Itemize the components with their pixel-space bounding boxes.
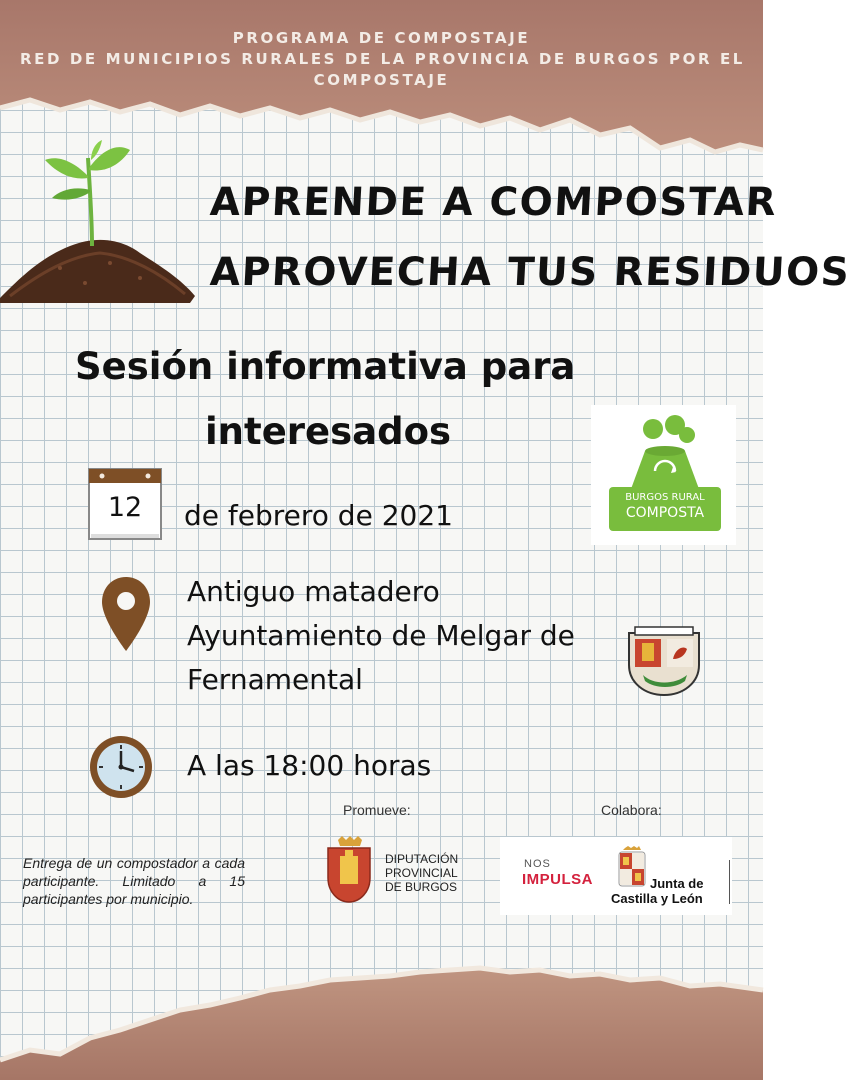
header-line-1: PROGRAMA DE COMPOSTAJE bbox=[232, 29, 531, 47]
compost-logo-text-1: BURGOS RURAL bbox=[625, 492, 705, 503]
nos-impulsa-logo-nos: NOS bbox=[524, 858, 551, 870]
participation-note: Entrega de un compostador a cada participante. Limitado a 15 participantes por municipio. bbox=[23, 855, 245, 907]
diputacion-line-3: DE BURGOS bbox=[385, 880, 458, 894]
seedling-soil-icon bbox=[0, 138, 195, 308]
junta-cyl-shield-icon bbox=[617, 846, 647, 892]
headline-line-2: APROVECHA TUS RESIDUOS bbox=[208, 250, 851, 295]
diputacion-name bbox=[385, 852, 458, 894]
diputacion-line-1: DIPUTACIÓN bbox=[385, 852, 459, 866]
clock-icon bbox=[88, 734, 154, 800]
headline-line-1: APRENDE A COMPOSTAR bbox=[208, 180, 779, 225]
torn-paper-bottom bbox=[0, 950, 763, 1080]
header-line-3: COMPOSTAJE bbox=[313, 71, 450, 89]
colabora-divider bbox=[729, 860, 730, 904]
map-pin-icon bbox=[100, 575, 152, 653]
junta-cyl-line-2: Castilla y León bbox=[611, 891, 703, 906]
program-header bbox=[20, 28, 743, 91]
melgar-shield-icon bbox=[625, 625, 703, 697]
diputacion-line-2: PROVINCIAL bbox=[385, 866, 458, 880]
session-title-line-2: interesados bbox=[205, 410, 452, 453]
compost-logo-text-2: COMPOSTA bbox=[625, 505, 705, 521]
diputacion-shield-icon bbox=[324, 836, 374, 904]
location-line-3: Fernamental bbox=[187, 663, 363, 696]
session-title-line-1: Sesión informativa para bbox=[75, 345, 576, 388]
event-time: A las 18:00 horas bbox=[187, 749, 432, 782]
promueve-label: Promueve: bbox=[343, 802, 411, 818]
calendar-day: 12 bbox=[107, 492, 143, 523]
event-date: de febrero de 2021 bbox=[184, 499, 453, 532]
colabora-label: Colabora: bbox=[601, 802, 662, 818]
location-line-1: Antiguo matadero bbox=[187, 575, 440, 608]
header-line-2: RED DE MUNICIPIOS RURALES DE LA PROVINCIA DE BURGOS POR EL bbox=[20, 50, 745, 68]
junta-cyl-line-1: Junta de bbox=[650, 876, 704, 891]
nos-impulsa-logo-impulsa: IMPULSA bbox=[522, 871, 593, 888]
location-line-2: Ayuntamiento de Melgar de bbox=[187, 619, 575, 652]
